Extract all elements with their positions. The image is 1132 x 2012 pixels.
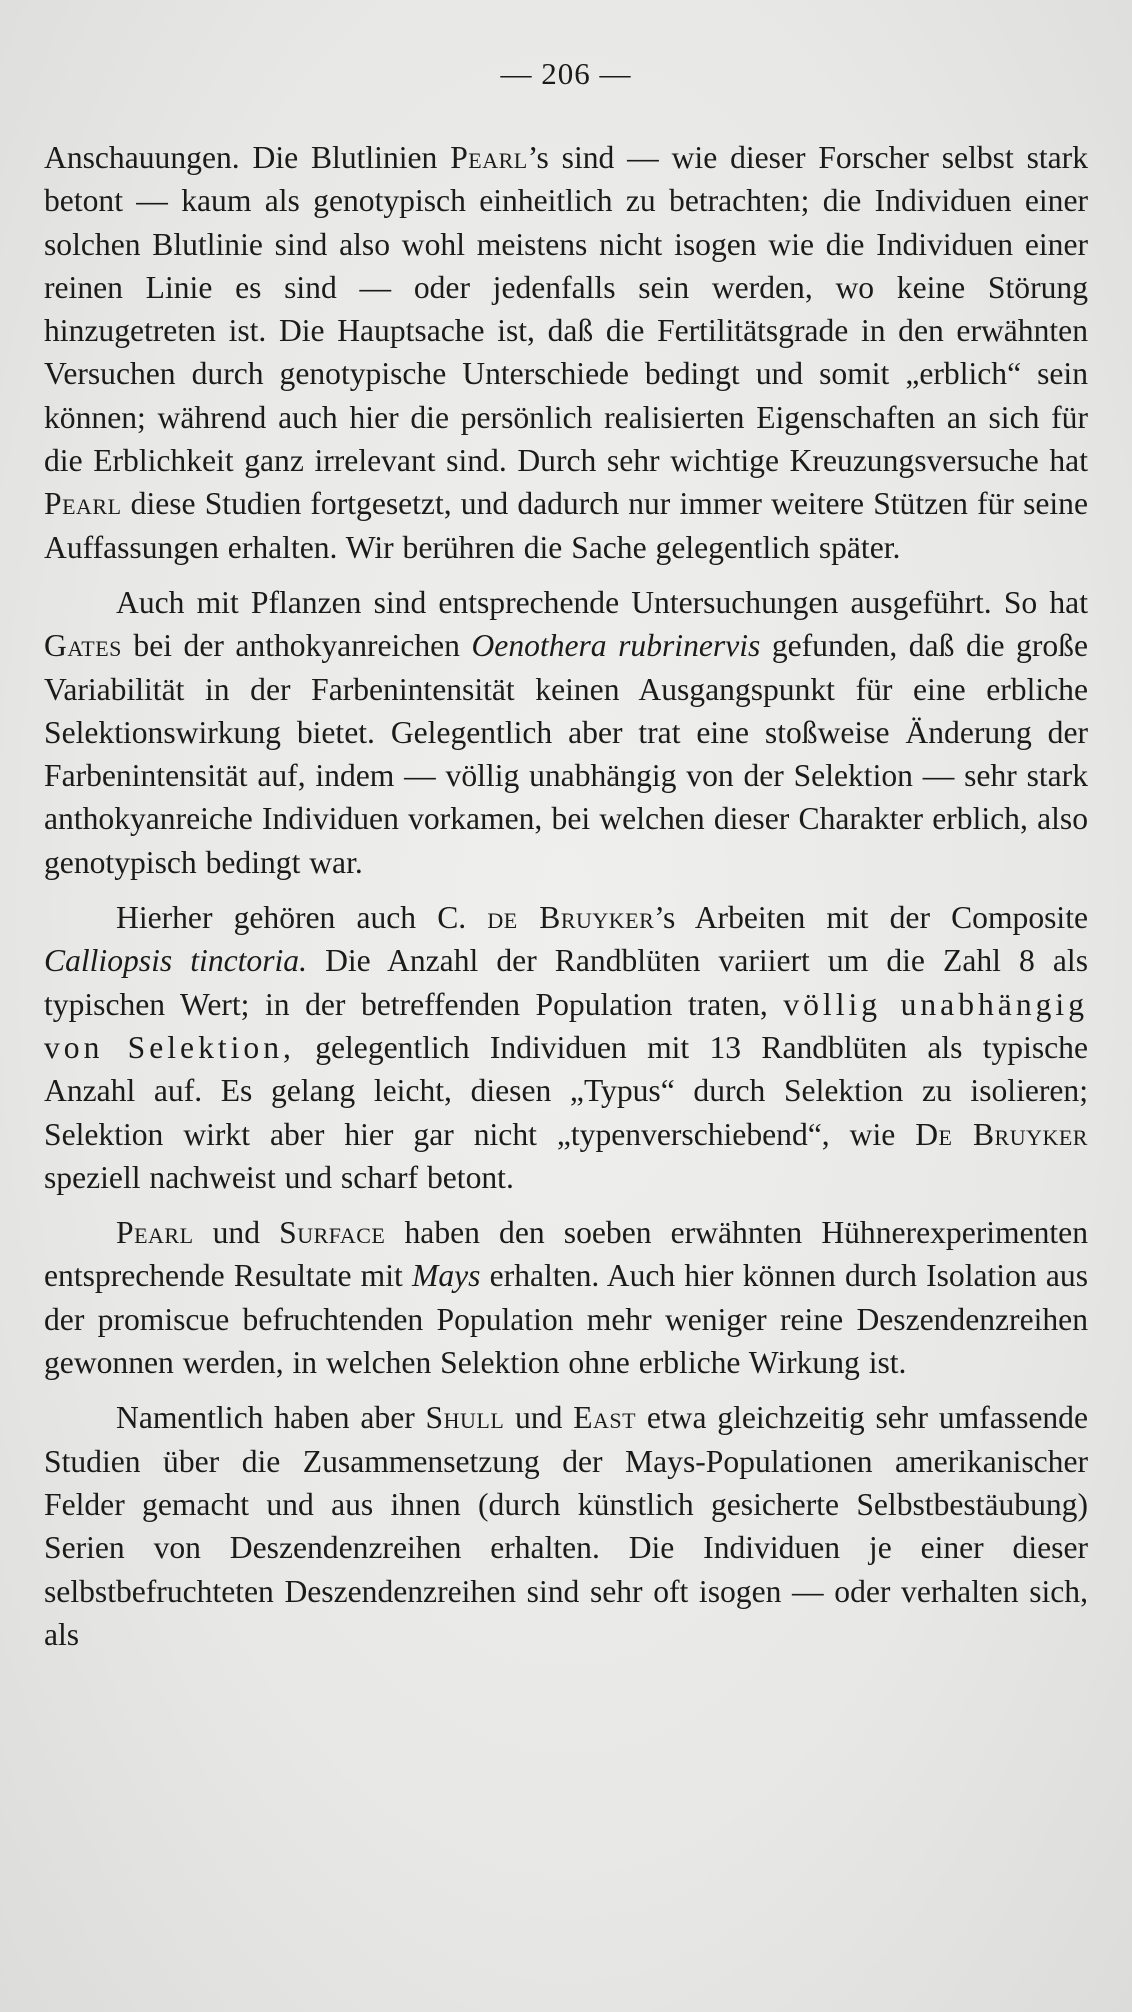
- small-caps-name: de Bruyker: [487, 900, 655, 936]
- small-caps-name: Gates: [44, 628, 122, 664]
- text-run: Auch mit Pflanzen sind entsprechende Untersuchungen ausgeführt. So hat: [116, 584, 1088, 620]
- text-run: ’s Arbeiten mit der Composite: [654, 900, 1088, 936]
- text-run: und: [193, 1215, 280, 1251]
- small-caps-name: Surface: [279, 1215, 386, 1251]
- italic-term: Mays: [412, 1258, 481, 1294]
- small-caps-name: Pearl: [116, 1215, 194, 1251]
- text-run: ’s sind — wie dieser Forscher selbst stark betont — kaum als genotypisch einheitlich zu betrachten; die Individuen einer solchen Blutlinie sind also wohl meistens nicht isogen wie die Individuen einer reinen Linie es sind — oder jedenfalls sein werden, wo keine Störung hinzugetreten ist. Die Hauptsache ist, daß die Fertilitätsgrade in den erwähnten Versuchen durch genotypische Unterschiede bedingt und somit „erblich“ sein können; während auch hier die persönlich realisierten Eigenschaften an sich für die Erblichkeit ganz irrelevant sind. Durch sehr wichtige Kreuzungsversuche hat: [44, 140, 1088, 479]
- text-run: Anschauungen. Die Blutlinien: [44, 140, 451, 175]
- paragraph-1: [44, 136, 1088, 569]
- text-run: gefunden, daß die große Variabilität in der Farbenintensität keinen Ausgangspunkt für eine erbliche Selektionswirkung bietet. Gelegentlich aber trat eine stoßweise Änderung der Farbenintensität auf, indem — völlig unabhängig von der Selektion — sehr stark anthokyanreiche Individuen vorkamen, bei welchen dieser Charakter erblich, also genotypisch bedingt war.: [44, 628, 1088, 880]
- small-caps-name: De Bruyker: [915, 1116, 1088, 1152]
- text-run: erhalten. Auch hier können durch Isolation aus der promiscue befruchtenden Population mehr weniger reine Deszendenzreihen gewonnen werden, in welchen Selektion ohne erbliche Wirkung ist.: [44, 1258, 1088, 1381]
- small-caps-name: Pearl: [44, 486, 122, 522]
- paragraph-4: [44, 1211, 1088, 1384]
- small-caps-name: East: [573, 1400, 637, 1436]
- text-run: etwa gleichzeitig sehr umfassende Studien über die Zusammensetzung der Mays-Populationen amerikanischer Felder gemacht und aus ihnen (durch künstlich gesicherte Selbstbestäubung) Serien von Deszendenzreihen erhalten. Die Individuen je einer dieser selbstbefruchteten Deszendenzreihen sind sehr oft isogen — oder verhalten sich, als: [44, 1400, 1088, 1652]
- small-caps-name: Shull: [425, 1400, 505, 1436]
- page-body: [44, 136, 1088, 1656]
- text-run: speziell nachweist und scharf betont.: [44, 1159, 514, 1195]
- spaced-emphasis: völlig unabhängig von Selektion,: [44, 986, 1088, 1065]
- paragraph-gap: [44, 1199, 1088, 1211]
- italic-term: Calliopsis tinctoria.: [44, 943, 307, 979]
- page-number: — 206 —: [500, 56, 632, 91]
- text-run: und: [504, 1400, 574, 1436]
- paragraph-2: [44, 581, 1088, 884]
- text-run: Die Anzahl der Randblüten variiert um die Zahl 8 als typischen Wert; in der betreffenden Population traten,: [44, 943, 1088, 1022]
- text-run: Hierher gehören auch C.: [116, 900, 488, 936]
- paragraph-5: [44, 1396, 1088, 1656]
- text-run: Namentlich haben aber: [116, 1400, 426, 1436]
- small-caps-name: Pearl: [450, 140, 528, 175]
- text-run: diese Studien fortgesetzt, und dadurch nur immer weitere Stützen für seine Auffassungen erhalten. Wir berühren die Sache gelegentlich später.: [44, 486, 1088, 565]
- italic-term: Oenothera rubrinervis: [471, 628, 761, 664]
- paragraph-3: [44, 896, 1088, 1199]
- text-run: bei der anthokyanreichen: [121, 628, 472, 664]
- paragraph-gap: [44, 1384, 1088, 1396]
- text-run: gelegentlich Individuen mit 13 Randblüten als typische Anzahl auf. Es gelang leicht, diesen „Typus“ durch Selektion zu isolieren; Selektion wirkt aber hier gar nicht „typenverschiebend“, wie: [44, 1029, 1088, 1152]
- text-run: haben den soeben erwähnten Hühnerexperimenten entsprechende Resultate mit: [44, 1215, 1089, 1294]
- paragraph-gap: [44, 884, 1088, 896]
- paragraph-gap: [44, 569, 1088, 581]
